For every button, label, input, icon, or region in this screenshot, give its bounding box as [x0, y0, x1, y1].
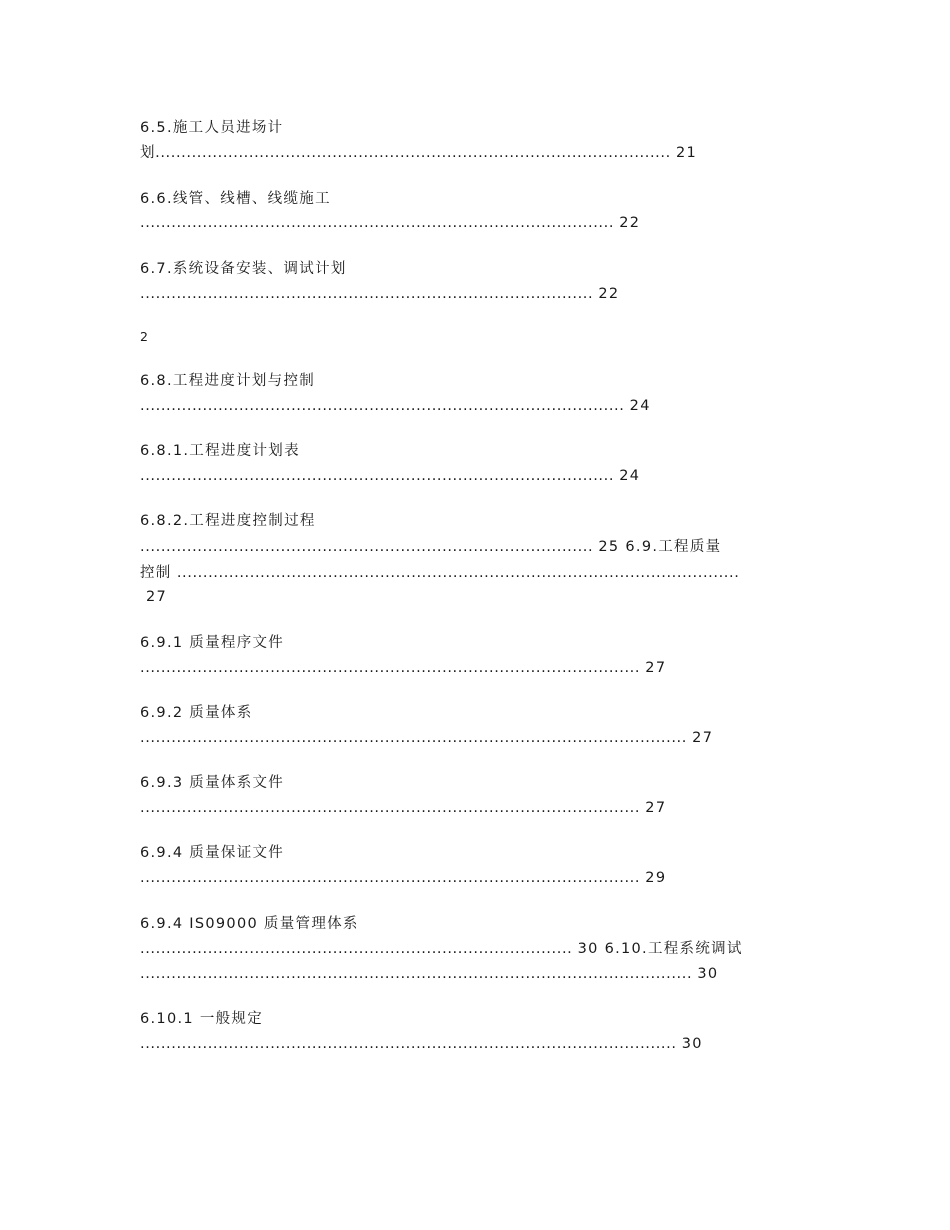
toc-entry-leader — [140, 284, 619, 304]
toc-entry-title: 6.9.2 质量体系 — [140, 705, 253, 721]
toc-entry-title: 6.10.工程系统调试 — [604, 941, 743, 957]
toc-entry-leader — [140, 466, 640, 486]
toc-entry-title: 6.10.1 一般规定 — [140, 1011, 264, 1027]
dot-leader: ........................................................................................... — [140, 468, 620, 484]
toc-page-number: 22 — [598, 286, 620, 302]
toc-page-number: 30 — [681, 1036, 703, 1052]
dot-leader: ................................................................................................ — [140, 660, 646, 676]
toc-page-number: 24 — [629, 398, 651, 414]
toc-entry-leader — [146, 587, 167, 607]
toc-entry-title: 6.5.施工人员进场计 — [140, 120, 284, 136]
dot-leader: ................................................................................................ — [140, 800, 646, 816]
toc-entry-title: 6.7.系统设备安装、调试计划 — [140, 261, 347, 277]
toc-entry-leader — [140, 798, 666, 818]
toc-page-number: 30 — [697, 966, 719, 982]
dot-leader: ....................................................................................................... — [140, 1036, 682, 1052]
toc-page-number: 21 — [676, 145, 698, 161]
toc-entry-leader — [140, 537, 721, 557]
toc-entry-title: 6.8.1.工程进度计划表 — [140, 443, 300, 459]
toc-entry-title: 6.6.线管、线槽、线缆施工 — [140, 191, 331, 207]
toc-entry-title: 6.9.4 质量保证文件 — [140, 845, 285, 861]
toc-page-number: 30 — [577, 941, 599, 957]
toc-entry-title: 6.9.1 质量程序文件 — [140, 635, 285, 651]
dot-leader: ................................................................................................ — [140, 870, 646, 886]
toc-page-number: 27 — [645, 800, 667, 816]
toc-entry-leader — [140, 728, 713, 748]
dot-leader: ............................................................................................. — [140, 398, 630, 414]
toc-entry-leader — [140, 964, 718, 984]
toc-entry-leader — [140, 396, 651, 416]
dot-leader: ......................................................................................................... — [140, 730, 693, 746]
dot-leader: .......................................................................................................... — [140, 966, 698, 982]
toc-page-number: 27 — [645, 660, 667, 676]
toc-entry-leader — [140, 868, 666, 888]
toc-entry-title: 6.9.3 质量体系文件 — [140, 775, 285, 791]
toc-page-number: 27 — [692, 730, 714, 746]
dot-leader: ....................................................................................... — [140, 286, 599, 302]
toc-entry-lead-text: 控制 — [140, 565, 172, 581]
dot-leader: ................................................................................... — [140, 941, 578, 957]
toc-entry-title: 6.8.工程进度计划与控制 — [140, 373, 316, 389]
toc-page-number: 25 — [598, 539, 620, 555]
dot-leader: ................................................................................................... — [155, 145, 677, 161]
toc-entry-leader — [140, 658, 666, 678]
toc-entry-leader — [140, 1034, 703, 1054]
toc-page-number: 27 — [146, 589, 168, 605]
toc-entry-leader — [140, 213, 640, 233]
dot-leader: ........................................................................................... — [140, 215, 620, 231]
toc-entry-title: 6.8.2.工程进度控制过程 — [140, 513, 316, 529]
page-number: 2 — [140, 329, 148, 344]
toc-entry-lead-text: 划 — [140, 145, 156, 161]
toc-entry-title: 6.9.工程质量 — [625, 539, 722, 555]
dot-leader: ............................................................................................................ — [171, 565, 740, 581]
toc-page-number: 29 — [645, 870, 667, 886]
toc-page-number: 22 — [619, 215, 641, 231]
toc-entry-title: 6.9.4 IS09000 质量管理体系 — [140, 916, 359, 932]
toc-entry-leader — [140, 143, 697, 163]
dot-leader: ....................................................................................... — [140, 539, 599, 555]
toc-page-number: 24 — [619, 468, 641, 484]
toc-entry-leader — [140, 939, 743, 959]
toc-entry-leader — [140, 563, 739, 583]
